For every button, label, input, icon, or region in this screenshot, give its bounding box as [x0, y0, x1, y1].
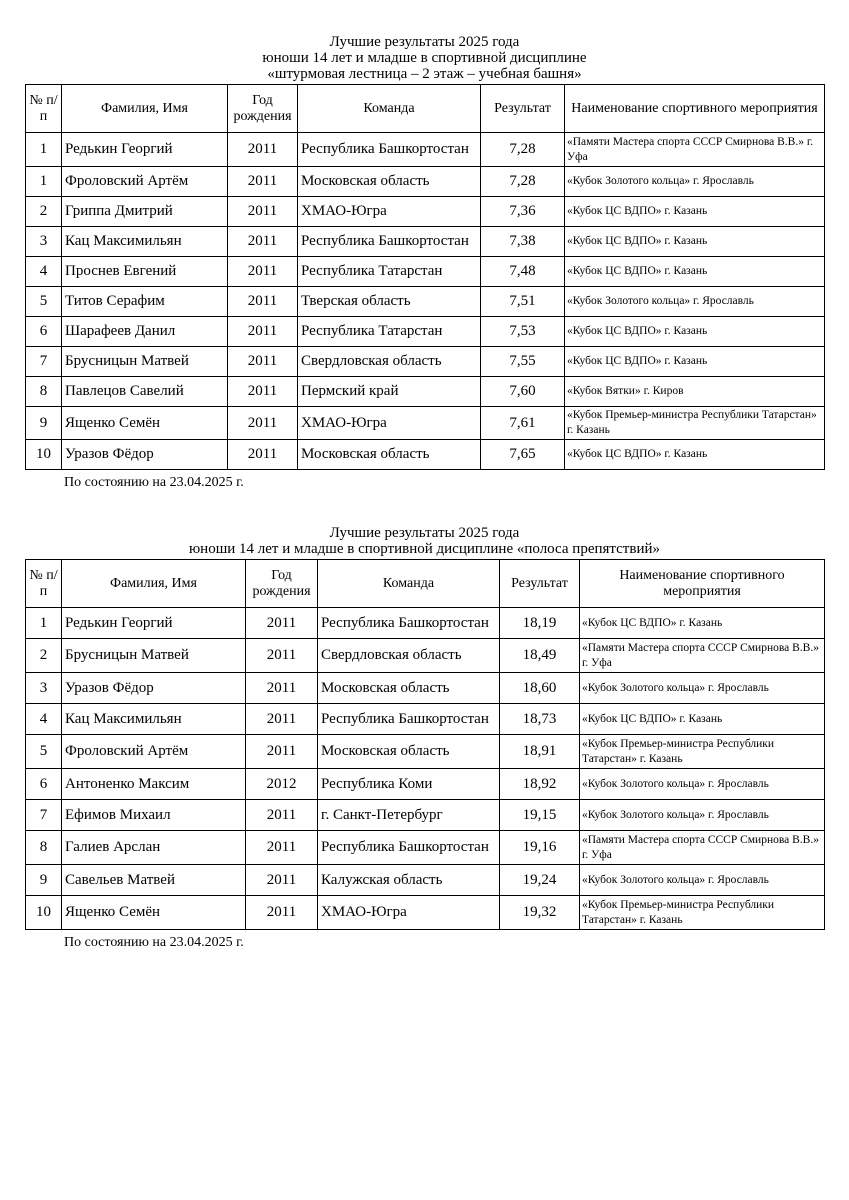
athlete-name: Савельев Матвей: [62, 865, 246, 896]
team-name: Калужская область: [318, 865, 500, 896]
result-value: 18,60: [500, 673, 580, 704]
result-value: 7,38: [481, 227, 565, 257]
team-name: Республика Коми: [318, 769, 500, 800]
event-name: «Кубок Премьер-министра Республики Татарстан» г. Казань: [580, 735, 825, 769]
table-row: [26, 347, 825, 377]
event-name: «Кубок Золотого кольца» г. Ярославль: [580, 769, 825, 800]
table-row: [26, 608, 825, 639]
row-num: 5: [26, 287, 62, 317]
table-row: [26, 287, 825, 317]
athlete-name: Павлецов Савелий: [62, 377, 228, 407]
birth-year: 2012: [246, 769, 318, 800]
table-row: [26, 197, 825, 227]
birth-year: 2011: [228, 377, 298, 407]
result-value: 7,65: [481, 440, 565, 470]
event-name: «Кубок Вятки» г. Киров: [565, 377, 825, 407]
result-value: 7,28: [481, 133, 565, 167]
team-name: Московская область: [298, 440, 481, 470]
result-value: 7,55: [481, 347, 565, 377]
table1-status-note: По состоянию на 23.04.2025 г.: [64, 475, 244, 490]
header-result: Результат: [500, 560, 580, 608]
athlete-name: Ефимов Михаил: [62, 800, 246, 831]
row-num: 6: [26, 769, 62, 800]
team-name: Свердловская область: [318, 639, 500, 673]
table-row: [26, 800, 825, 831]
athlete-name: Ященко Семён: [62, 407, 228, 440]
birth-year: 2011: [228, 287, 298, 317]
row-num: 5: [26, 735, 62, 769]
event-name: «Кубок Золотого кольца» г. Ярославль: [580, 673, 825, 704]
header-team: Команда: [298, 85, 481, 133]
table-row: [26, 704, 825, 735]
athlete-name: Шарафеев Данил: [62, 317, 228, 347]
row-num: 10: [26, 896, 62, 930]
birth-year: 2011: [246, 735, 318, 769]
header-event: Наименование спортивного мероприятия: [580, 560, 825, 608]
birth-year: 2011: [228, 440, 298, 470]
event-name: «Памяти Мастера спорта СССР Смирнова В.В.» г. Уфа: [580, 639, 825, 673]
table2-title-line1: Лучшие результаты 2025 года: [329, 525, 520, 541]
row-num: 1: [26, 167, 62, 197]
row-num: 10: [26, 440, 62, 470]
birth-year: 2011: [228, 197, 298, 227]
section-obstacle: [0, 525, 849, 557]
birth-year: 2011: [228, 167, 298, 197]
row-num: 7: [26, 347, 62, 377]
header-team: Команда: [318, 560, 500, 608]
result-value: 19,16: [500, 831, 580, 865]
event-name: «Памяти Мастера спорта СССР Смирнова В.В.» г. Уфа: [565, 133, 825, 167]
result-value: 18,73: [500, 704, 580, 735]
table-header-row: [26, 85, 825, 133]
result-value: 18,19: [500, 608, 580, 639]
results-table-obstacle: [25, 559, 825, 930]
row-num: 9: [26, 865, 62, 896]
table-row: [26, 377, 825, 407]
results-table-ladder: [25, 84, 825, 470]
table-row: [26, 227, 825, 257]
event-name: «Кубок Премьер-министра Республики Татарстан» г. Казань: [580, 896, 825, 930]
table-row: [26, 167, 825, 197]
table-row: [26, 440, 825, 470]
event-name: «Памяти Мастера спорта СССР Смирнова В.В.» г. Уфа: [580, 831, 825, 865]
birth-year: 2011: [246, 831, 318, 865]
team-name: ХМАО-Югра: [298, 197, 481, 227]
table-row: [26, 896, 825, 930]
table-row: [26, 257, 825, 287]
birth-year: 2011: [246, 639, 318, 673]
row-num: 8: [26, 377, 62, 407]
birth-year: 2011: [228, 317, 298, 347]
event-name: «Кубок Премьер-министра Республики Татарстан» г. Казань: [565, 407, 825, 440]
header-num: № п/п: [26, 85, 62, 133]
table1-title-line1: Лучшие результаты 2025 года: [329, 34, 520, 50]
table-row: [26, 317, 825, 347]
birth-year: 2011: [246, 704, 318, 735]
athlete-name: Ященко Семён: [62, 896, 246, 930]
athlete-name: Редькин Георгий: [62, 133, 228, 167]
table1-title-line2: юноши 14 лет и младше в спортивной дисциплине: [262, 50, 587, 66]
row-num: 2: [26, 639, 62, 673]
athlete-name: Кац Максимильян: [62, 227, 228, 257]
birth-year: 2011: [246, 673, 318, 704]
table-row: [26, 639, 825, 673]
result-value: 7,61: [481, 407, 565, 440]
result-value: 19,24: [500, 865, 580, 896]
result-value: 7,51: [481, 287, 565, 317]
birth-year: 2011: [246, 896, 318, 930]
birth-year: 2011: [228, 407, 298, 440]
athlete-name: Фроловский Артём: [62, 167, 228, 197]
row-num: 4: [26, 257, 62, 287]
row-num: 7: [26, 800, 62, 831]
table-header-row: [26, 560, 825, 608]
team-name: ХМАО-Югра: [318, 896, 500, 930]
result-value: 18,92: [500, 769, 580, 800]
team-name: ХМАО-Югра: [298, 407, 481, 440]
team-name: Республика Башкортостан: [298, 133, 481, 167]
team-name: Республика Татарстан: [298, 257, 481, 287]
table-row: [26, 673, 825, 704]
birth-year: 2011: [228, 257, 298, 287]
birth-year: 2011: [228, 133, 298, 167]
result-value: 7,48: [481, 257, 565, 287]
event-name: «Кубок Золотого кольца» г. Ярославль: [580, 865, 825, 896]
row-num: 1: [26, 608, 62, 639]
table-row: [26, 735, 825, 769]
team-name: Республика Башкортостан: [318, 608, 500, 639]
team-name: Свердловская область: [298, 347, 481, 377]
row-num: 6: [26, 317, 62, 347]
header-name: Фамилия, Имя: [62, 560, 246, 608]
table2-title-line2: юноши 14 лет и младше в спортивной дисциплине «полоса препятствий»: [188, 541, 661, 557]
table-row: [26, 407, 825, 440]
result-value: 7,60: [481, 377, 565, 407]
team-name: Московская область: [318, 673, 500, 704]
athlete-name: Титов Серафим: [62, 287, 228, 317]
event-name: «Кубок Золотого кольца» г. Ярославль: [565, 287, 825, 317]
result-value: 18,49: [500, 639, 580, 673]
birth-year: 2011: [246, 865, 318, 896]
athlete-name: Галиев Арслан: [62, 831, 246, 865]
section-ladder: [0, 34, 849, 82]
athlete-name: Фроловский Артём: [62, 735, 246, 769]
result-value: 18,91: [500, 735, 580, 769]
birth-year: 2011: [228, 227, 298, 257]
table-row: [26, 865, 825, 896]
result-value: 7,28: [481, 167, 565, 197]
team-name: Республика Башкортостан: [318, 831, 500, 865]
row-num: 1: [26, 133, 62, 167]
event-name: «Кубок ЦС ВДПО» г. Казань: [580, 608, 825, 639]
table-row: [26, 769, 825, 800]
athlete-name: Антоненко Максим: [62, 769, 246, 800]
header-result: Результат: [481, 85, 565, 133]
row-num: 2: [26, 197, 62, 227]
team-name: Московская область: [298, 167, 481, 197]
result-value: 19,32: [500, 896, 580, 930]
row-num: 4: [26, 704, 62, 735]
table-row: [26, 831, 825, 865]
athlete-name: Уразов Фёдор: [62, 673, 246, 704]
header-event: Наименование спортивного мероприятия: [565, 85, 825, 133]
header-name: Фамилия, Имя: [62, 85, 228, 133]
team-name: Республика Татарстан: [298, 317, 481, 347]
event-name: «Кубок ЦС ВДПО» г. Казань: [565, 257, 825, 287]
header-num: № п/п: [26, 560, 62, 608]
event-name: «Кубок Золотого кольца» г. Ярославль: [580, 800, 825, 831]
table-row: [26, 133, 825, 167]
birth-year: 2011: [246, 608, 318, 639]
row-num: 3: [26, 673, 62, 704]
table1-title-line3: «штурмовая лестница – 2 этаж – учебная башня»: [267, 66, 582, 82]
result-value: 19,15: [500, 800, 580, 831]
event-name: «Кубок ЦС ВДПО» г. Казань: [580, 704, 825, 735]
row-num: 3: [26, 227, 62, 257]
event-name: «Кубок ЦС ВДПО» г. Казань: [565, 440, 825, 470]
team-name: Республика Башкортостан: [298, 227, 481, 257]
athlete-name: Брусницын Матвей: [62, 639, 246, 673]
athlete-name: Гриппа Дмитрий: [62, 197, 228, 227]
result-value: 7,53: [481, 317, 565, 347]
team-name: Республика Башкортостан: [318, 704, 500, 735]
row-num: 8: [26, 831, 62, 865]
athlete-name: Редькин Георгий: [62, 608, 246, 639]
athlete-name: Проснев Евгений: [62, 257, 228, 287]
row-num: 9: [26, 407, 62, 440]
table2-status-note: По состоянию на 23.04.2025 г.: [64, 935, 244, 950]
athlete-name: Уразов Фёдор: [62, 440, 228, 470]
team-name: Тверская область: [298, 287, 481, 317]
result-value: 7,36: [481, 197, 565, 227]
event-name: «Кубок ЦС ВДПО» г. Казань: [565, 317, 825, 347]
header-year: Год рождения: [246, 560, 318, 608]
team-name: Пермский край: [298, 377, 481, 407]
team-name: г. Санкт-Петербург: [318, 800, 500, 831]
header-year: Год рождения: [228, 85, 298, 133]
birth-year: 2011: [228, 347, 298, 377]
birth-year: 2011: [246, 800, 318, 831]
event-name: «Кубок Золотого кольца» г. Ярославль: [565, 167, 825, 197]
athlete-name: Брусницын Матвей: [62, 347, 228, 377]
event-name: «Кубок ЦС ВДПО» г. Казань: [565, 227, 825, 257]
event-name: «Кубок ЦС ВДПО» г. Казань: [565, 197, 825, 227]
event-name: «Кубок ЦС ВДПО» г. Казань: [565, 347, 825, 377]
team-name: Московская область: [318, 735, 500, 769]
athlete-name: Кац Максимильян: [62, 704, 246, 735]
